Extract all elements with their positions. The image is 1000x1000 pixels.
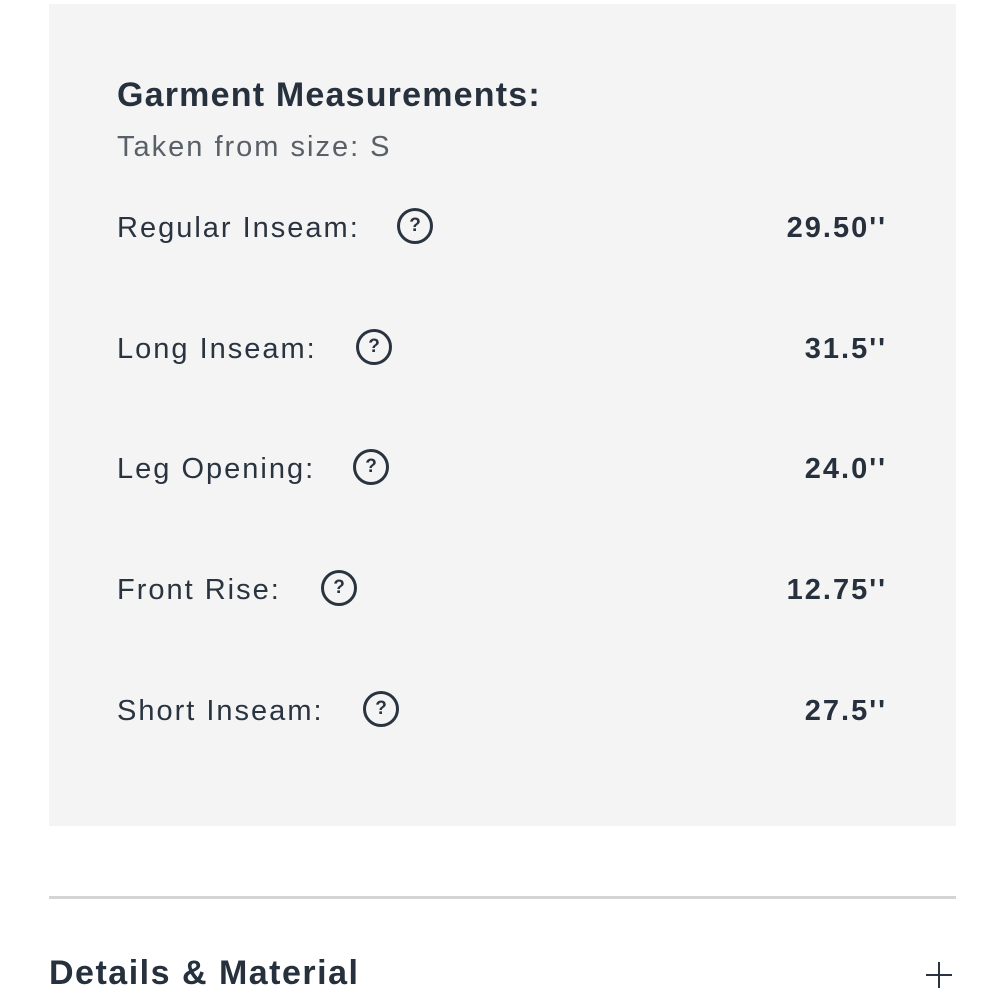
plus-icon[interactable] [926,962,952,988]
measurement-label: Regular Inseam: [117,212,360,244]
measurement-label: Short Inseam: [117,695,324,727]
measurement-value: 27.5'' [804,695,887,727]
question-circle-icon[interactable]: ? [356,329,392,365]
details-material-accordion[interactable] [49,948,956,1000]
measurement-value: 12.75'' [786,574,887,606]
question-circle-icon[interactable]: ? [353,449,389,485]
question-circle-icon[interactable]: ? [363,691,399,727]
measurement-value: 31.5'' [804,333,887,365]
measurement-row-long-inseam [117,329,887,373]
garment-measurements-panel [49,4,956,826]
measurement-row-regular-inseam [117,208,887,252]
measurements-size-note: Taken from size: S [117,131,392,163]
section-divider [49,896,956,899]
question-circle-icon[interactable]: ? [321,570,357,606]
question-circle-icon[interactable]: ? [397,208,433,244]
measurement-row-short-inseam [117,691,887,735]
measurements-title: Garment Measurements: [117,76,541,114]
measurement-value: 24.0'' [804,453,887,485]
measurement-label: Front Rise: [117,574,281,606]
measurement-label: Leg Opening: [117,453,316,485]
measurement-value: 29.50'' [786,212,887,244]
measurement-row-leg-opening [117,449,887,493]
measurement-row-front-rise [117,570,887,614]
measurement-label: Long Inseam: [117,333,317,365]
details-material-title: Details & Material [49,954,360,992]
